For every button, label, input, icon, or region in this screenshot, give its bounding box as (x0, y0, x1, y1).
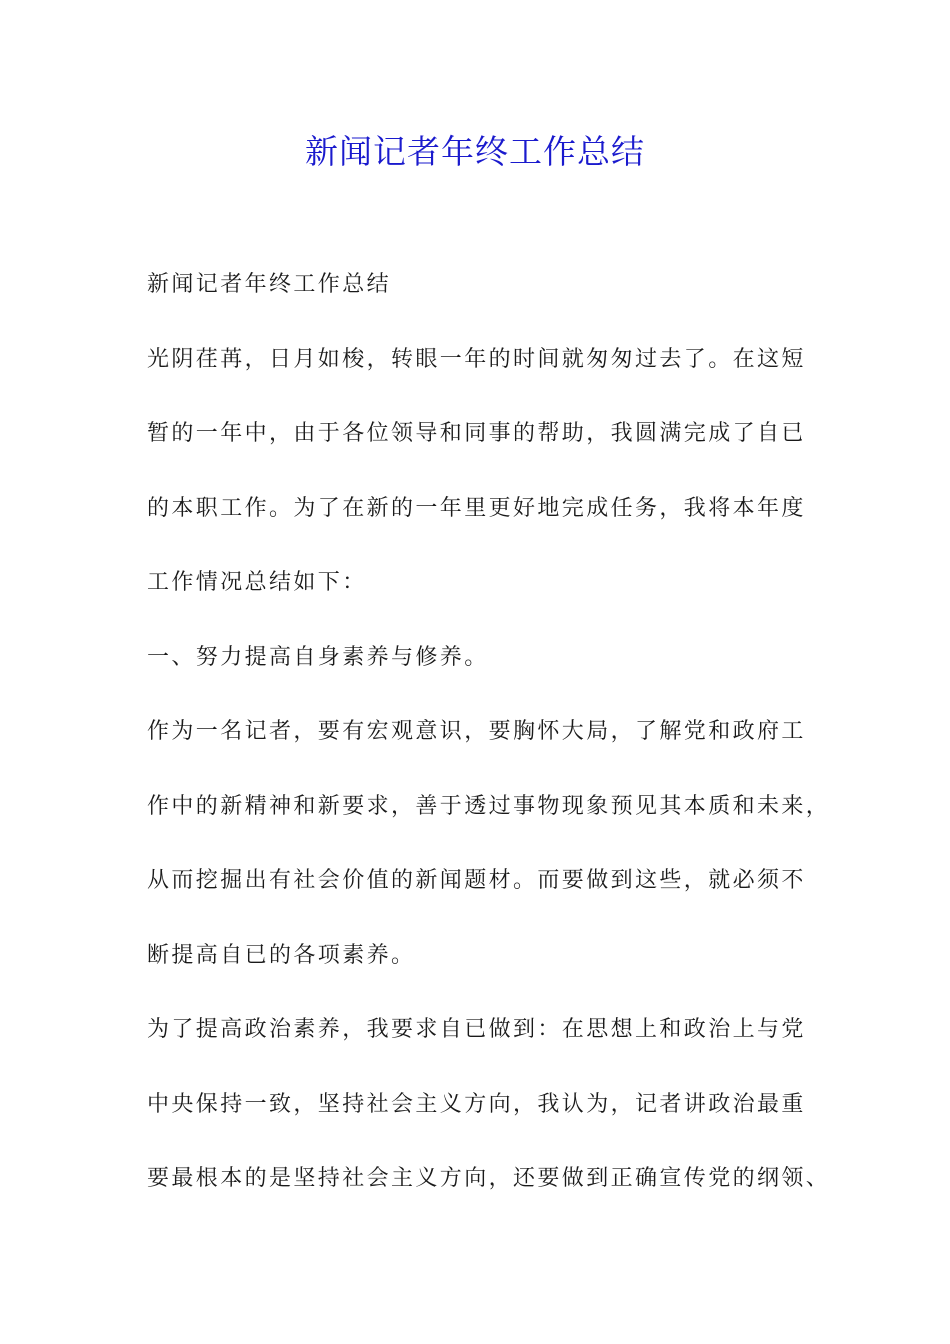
body-line: 作中的新精神和新要求，善于透过事物现象预见其本质和未来， (147, 793, 831, 819)
body-line: 中央保持一致，坚持社会主义方向，我认为，记者讲政治最重 (147, 1091, 806, 1117)
body-line: 作为一名记者，要有宏观意识，要胸怀大局，了解党和政府工 (147, 719, 806, 744)
section-heading: 一、努力提高自身素养与修养。 (147, 644, 489, 670)
document-body (147, 262, 831, 1231)
document-title: 新闻记者年终工作总结 (305, 132, 645, 171)
body-line: 工作情况总结如下： (147, 570, 367, 595)
body-line: 暂的一年中，由于各位领导和同事的帮助，我圆满完成了自已 (147, 421, 806, 446)
body-line: 断提高自已的各项素养。 (147, 942, 416, 968)
body-line: 光阴荏苒，日月如梭，转眼一年的时间就匆匆过去了。在这短 (147, 346, 806, 372)
body-line: 为了提高政治素养，我要求自已做到：在思想上和政治上与党 (147, 1017, 806, 1042)
body-line: 从而挖掘出有社会价值的新闻题材。而要做到这些，就必须不 (147, 868, 806, 893)
body-line: 要最根本的是坚持社会主义方向，还要做到正确宣传党的纲领、 (147, 1166, 831, 1191)
body-line: 新闻记者年终工作总结 (147, 272, 392, 297)
body-line: 的本职工作。为了在新的一年里更好地完成任务，我将本年度 (147, 495, 806, 521)
